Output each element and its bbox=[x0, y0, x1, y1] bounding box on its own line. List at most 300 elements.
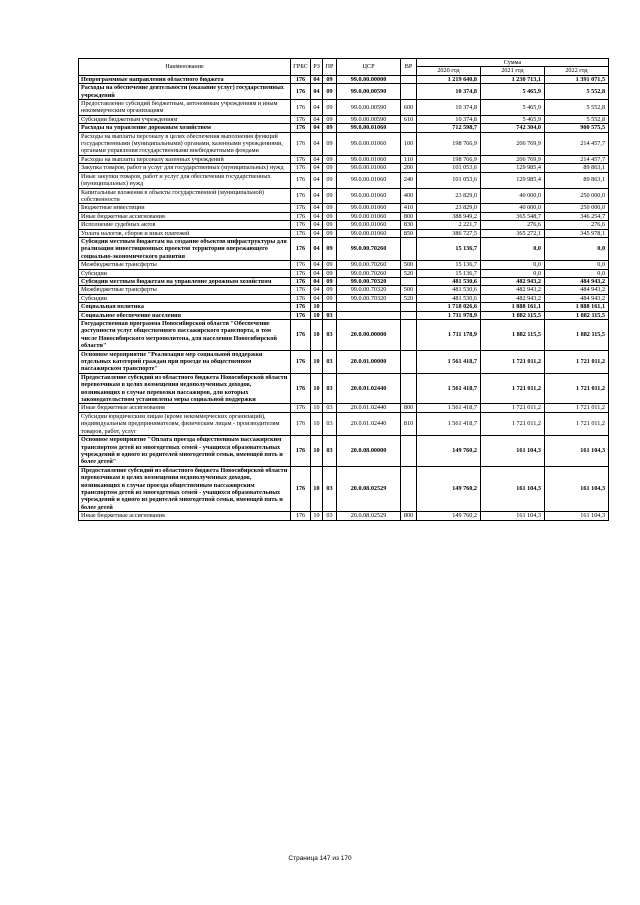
cell-pr: 09 bbox=[323, 294, 337, 302]
cell-pr: 09 bbox=[323, 277, 337, 285]
cell-pr: 09 bbox=[323, 132, 337, 155]
cell-pr: 09 bbox=[323, 115, 337, 123]
cell-grbs: 176 bbox=[291, 261, 311, 269]
cell-2022: 250 000,0 bbox=[545, 188, 609, 204]
cell-vr bbox=[401, 84, 417, 100]
cell-rz: 10 bbox=[311, 512, 323, 520]
cell-2020: 1 561 418,7 bbox=[417, 373, 481, 404]
header-rz: РЗ bbox=[311, 59, 323, 76]
cell-vr bbox=[401, 320, 417, 351]
cell-pr: 09 bbox=[323, 212, 337, 220]
cell-name: Иные бюджетные ассигнования bbox=[79, 404, 291, 412]
cell-pr bbox=[323, 303, 337, 311]
cell-vr: 500 bbox=[401, 286, 417, 294]
cell-2020: 149 760,2 bbox=[417, 466, 481, 511]
cell-grbs: 176 bbox=[291, 221, 311, 229]
cell-pr: 09 bbox=[323, 100, 337, 116]
cell-rz: 04 bbox=[311, 261, 323, 269]
cell-2020: 23 829,0 bbox=[417, 188, 481, 204]
cell-2020: 1 718 026,6 bbox=[417, 303, 481, 311]
cell-grbs: 176 bbox=[291, 311, 311, 319]
cell-rz: 04 bbox=[311, 164, 323, 172]
cell-vr: 240 bbox=[401, 172, 417, 188]
cell-vr bbox=[401, 373, 417, 404]
cell-2021: 1 721 011,2 bbox=[481, 350, 545, 373]
cell-2020: 1 561 418,7 bbox=[417, 350, 481, 373]
cell-vr: 100 bbox=[401, 132, 417, 155]
cell-pr: 09 bbox=[323, 229, 337, 237]
page-footer: Страница 147 из 170 bbox=[288, 855, 352, 862]
header-vr: ВР bbox=[401, 59, 417, 76]
cell-csr: 99.0.00.01060 bbox=[337, 164, 401, 172]
cell-name: Субсидии местным бюджетам на создание объектов инфраструктуры для реализации инвестиционных проектов территории опережающего социально-экономического развития bbox=[79, 237, 291, 260]
cell-csr: 20.0.08.00000 bbox=[337, 436, 401, 467]
cell-pr: 03 bbox=[323, 412, 337, 435]
cell-name: Непрограммные направления областного бюджета bbox=[79, 75, 291, 83]
table-row bbox=[79, 188, 609, 204]
cell-grbs: 176 bbox=[291, 466, 311, 511]
cell-2020: 149 760,2 bbox=[417, 436, 481, 467]
cell-2020: 198 766,9 bbox=[417, 155, 481, 163]
cell-2021: 40 000,0 bbox=[481, 204, 545, 212]
cell-pr: 03 bbox=[323, 512, 337, 520]
cell-2021: 5 465,9 bbox=[481, 100, 545, 116]
cell-csr: 20.0.01.02440 bbox=[337, 373, 401, 404]
cell-2021: 365 272,1 bbox=[481, 229, 545, 237]
cell-pr: 03 bbox=[323, 436, 337, 467]
cell-vr: 800 bbox=[401, 212, 417, 220]
cell-csr: 20.0.08.02529 bbox=[337, 466, 401, 511]
cell-2021: 0,0 bbox=[481, 237, 545, 260]
cell-name: Субсидии bbox=[79, 269, 291, 277]
header-2021: 2021 год bbox=[481, 67, 545, 75]
cell-pr: 03 bbox=[323, 373, 337, 404]
cell-2022: 89 863,1 bbox=[545, 164, 609, 172]
cell-vr bbox=[401, 466, 417, 511]
cell-2021: 482 943,2 bbox=[481, 277, 545, 285]
table-row bbox=[79, 466, 609, 511]
cell-2020: 386 727,5 bbox=[417, 229, 481, 237]
cell-pr: 09 bbox=[323, 261, 337, 269]
table-row bbox=[79, 132, 609, 155]
cell-name: Предоставление субсидий из областного бюджета Новосибирской области перевозчикам в целях возмещения недополученных доходов, возникающих в случае перевозки пассажиров, для которых законодательством установлены меры социальной поддержки bbox=[79, 373, 291, 404]
cell-2021: 129 985,4 bbox=[481, 172, 545, 188]
cell-grbs: 176 bbox=[291, 212, 311, 220]
cell-name: Предоставление субсидий из областного бюджета Новосибирской области перевозчикам в целях возмещения недополученных доходов, возникающих в случае проезда общественным пассажирским транспортом детей из многодетных семей - учащихся образовательных учреждений и одного из родителей многодетной семьи, имеющей пять и более детей bbox=[79, 466, 291, 511]
cell-csr: 99.0.00.00000 bbox=[337, 75, 401, 83]
cell-csr: 99.0.00.70260 bbox=[337, 261, 401, 269]
cell-rz: 10 bbox=[311, 412, 323, 435]
cell-2022: 484 943,2 bbox=[545, 277, 609, 285]
cell-rz: 10 bbox=[311, 436, 323, 467]
cell-vr bbox=[401, 350, 417, 373]
cell-vr: 410 bbox=[401, 204, 417, 212]
cell-grbs: 176 bbox=[291, 286, 311, 294]
cell-name: Межбюджетные трансферты bbox=[79, 286, 291, 294]
cell-pr: 09 bbox=[323, 237, 337, 260]
cell-csr: 20.0.01.02440 bbox=[337, 412, 401, 435]
cell-2020: 15 136,7 bbox=[417, 261, 481, 269]
table-row bbox=[79, 124, 609, 132]
cell-2021: 0,0 bbox=[481, 261, 545, 269]
cell-csr: 99.0.00.01060 bbox=[337, 204, 401, 212]
table-row bbox=[79, 269, 609, 277]
cell-2020: 1 561 418,7 bbox=[417, 404, 481, 412]
cell-2020: 712 598,7 bbox=[417, 124, 481, 132]
cell-2020: 15 136,7 bbox=[417, 269, 481, 277]
cell-grbs: 176 bbox=[291, 188, 311, 204]
cell-rz: 04 bbox=[311, 132, 323, 155]
cell-grbs: 176 bbox=[291, 373, 311, 404]
cell-2022: 1 888 161,1 bbox=[545, 303, 609, 311]
cell-csr: 99.0.00.01060 bbox=[337, 132, 401, 155]
cell-rz: 04 bbox=[311, 115, 323, 123]
cell-2020: 101 053,6 bbox=[417, 164, 481, 172]
cell-2022: 0,0 bbox=[545, 269, 609, 277]
cell-name: Иные бюджетные ассигнования bbox=[79, 212, 291, 220]
cell-name: Исполнение судебных актов bbox=[79, 221, 291, 229]
table-row bbox=[79, 100, 609, 116]
cell-csr bbox=[337, 303, 401, 311]
table-row bbox=[79, 172, 609, 188]
cell-2020: 10 374,8 bbox=[417, 115, 481, 123]
cell-2022: 1 721 011,2 bbox=[545, 373, 609, 404]
cell-csr: 99.0.00.01060 bbox=[337, 172, 401, 188]
cell-rz: 04 bbox=[311, 124, 323, 132]
cell-grbs: 176 bbox=[291, 204, 311, 212]
cell-name: Государственная программа Новосибирской области "Обеспечение доступности услуг общественного пассажирского транспорта, в том числе Новосибирского метрополитена, для населения Новосибирской области" bbox=[79, 320, 291, 351]
table-row bbox=[79, 294, 609, 302]
table-row bbox=[79, 350, 609, 373]
cell-csr: 99.0.00.00590 bbox=[337, 115, 401, 123]
cell-2020: 198 766,9 bbox=[417, 132, 481, 155]
header-2020: 2020 год bbox=[417, 67, 481, 75]
cell-2022: 1 882 115,5 bbox=[545, 320, 609, 351]
cell-name: Предоставление субсидий бюджетным, автономным учреждениям и иным некоммерческим организациям bbox=[79, 100, 291, 116]
cell-vr bbox=[401, 124, 417, 132]
table-row bbox=[79, 75, 609, 83]
cell-vr: 520 bbox=[401, 269, 417, 277]
cell-csr: 99.0.00.01060 bbox=[337, 188, 401, 204]
cell-pr: 09 bbox=[323, 188, 337, 204]
cell-name: Капитальные вложения в объекты государственной (муниципальной) собственности bbox=[79, 188, 291, 204]
header-sum: Сумма bbox=[417, 59, 609, 67]
cell-name: Расходы на управление дорожным хозяйством bbox=[79, 124, 291, 132]
cell-2021: 276,6 bbox=[481, 221, 545, 229]
cell-rz: 04 bbox=[311, 84, 323, 100]
cell-grbs: 176 bbox=[291, 512, 311, 520]
cell-rz: 04 bbox=[311, 75, 323, 83]
cell-rz: 10 bbox=[311, 311, 323, 319]
table-row bbox=[79, 512, 609, 520]
cell-2020: 15 136,7 bbox=[417, 237, 481, 260]
cell-grbs: 176 bbox=[291, 84, 311, 100]
cell-rz: 04 bbox=[311, 286, 323, 294]
cell-grbs: 176 bbox=[291, 115, 311, 123]
cell-pr: 09 bbox=[323, 286, 337, 294]
cell-vr: 200 bbox=[401, 164, 417, 172]
cell-grbs: 176 bbox=[291, 132, 311, 155]
cell-rz: 10 bbox=[311, 303, 323, 311]
cell-grbs: 176 bbox=[291, 124, 311, 132]
cell-csr: 99.0.00.70320 bbox=[337, 286, 401, 294]
cell-rz: 04 bbox=[311, 212, 323, 220]
cell-2022: 161 104,3 bbox=[545, 512, 609, 520]
cell-name: Бюджетные инвестиции bbox=[79, 204, 291, 212]
cell-rz: 10 bbox=[311, 350, 323, 373]
cell-grbs: 176 bbox=[291, 164, 311, 172]
cell-vr: 850 bbox=[401, 229, 417, 237]
cell-vr: 110 bbox=[401, 155, 417, 163]
cell-2022: 1 391 071,5 bbox=[545, 75, 609, 83]
cell-pr: 03 bbox=[323, 404, 337, 412]
cell-grbs: 176 bbox=[291, 172, 311, 188]
cell-2022: 5 552,8 bbox=[545, 84, 609, 100]
cell-vr bbox=[401, 277, 417, 285]
cell-vr bbox=[401, 311, 417, 319]
cell-2022: 1 721 011,2 bbox=[545, 412, 609, 435]
cell-rz: 04 bbox=[311, 237, 323, 260]
cell-2020: 1 219 640,8 bbox=[417, 75, 481, 83]
cell-2022: 276,6 bbox=[545, 221, 609, 229]
cell-2022: 5 552,8 bbox=[545, 100, 609, 116]
cell-2020: 101 053,6 bbox=[417, 172, 481, 188]
cell-rz: 04 bbox=[311, 294, 323, 302]
cell-vr: 500 bbox=[401, 261, 417, 269]
cell-2020: 388 949,2 bbox=[417, 212, 481, 220]
cell-csr: 20.0.01.00000 bbox=[337, 350, 401, 373]
cell-pr: 03 bbox=[323, 311, 337, 319]
cell-2020: 2 221,7 bbox=[417, 221, 481, 229]
cell-2022: 346 254,7 bbox=[545, 212, 609, 220]
cell-2021: 365 548,7 bbox=[481, 212, 545, 220]
cell-pr: 09 bbox=[323, 164, 337, 172]
cell-2020: 1 711 178,9 bbox=[417, 320, 481, 351]
cell-name: Уплата налогов, сборов и иных платежей bbox=[79, 229, 291, 237]
cell-vr: 810 bbox=[401, 412, 417, 435]
cell-2021: 161 104,3 bbox=[481, 436, 545, 467]
budget-table bbox=[78, 58, 609, 521]
cell-2020: 1 561 418,7 bbox=[417, 412, 481, 435]
cell-2020: 10 374,8 bbox=[417, 100, 481, 116]
cell-rz: 04 bbox=[311, 221, 323, 229]
cell-2021: 482 943,2 bbox=[481, 286, 545, 294]
cell-2021: 206 769,9 bbox=[481, 132, 545, 155]
cell-vr: 400 bbox=[401, 188, 417, 204]
table-row bbox=[79, 311, 609, 319]
cell-csr: 99.0.00.01060 bbox=[337, 229, 401, 237]
cell-2022: 345 978,1 bbox=[545, 229, 609, 237]
cell-2021: 1 721 011,2 bbox=[481, 373, 545, 404]
table-row bbox=[79, 221, 609, 229]
cell-rz: 10 bbox=[311, 466, 323, 511]
cell-2020: 481 530,6 bbox=[417, 286, 481, 294]
cell-csr: 99.0.00.01060 bbox=[337, 155, 401, 163]
cell-2022: 89 863,1 bbox=[545, 172, 609, 188]
table-row bbox=[79, 155, 609, 163]
table-row bbox=[79, 229, 609, 237]
table-row bbox=[79, 84, 609, 100]
cell-2022: 484 943,2 bbox=[545, 294, 609, 302]
cell-csr: 99.0.00.70260 bbox=[337, 237, 401, 260]
cell-pr: 09 bbox=[323, 75, 337, 83]
table-row bbox=[79, 303, 609, 311]
cell-name: Субсидии юридическим лицам (кроме некоммерческих организаций), индивидуальным предпринимателям, физическим лицам - производителям товаров, работ, услуг bbox=[79, 412, 291, 435]
table-row bbox=[79, 320, 609, 351]
cell-2022: 1 721 011,2 bbox=[545, 350, 609, 373]
cell-grbs: 176 bbox=[291, 303, 311, 311]
cell-grbs: 176 bbox=[291, 277, 311, 285]
cell-2021: 1 721 011,2 bbox=[481, 404, 545, 412]
cell-2021: 742 304,0 bbox=[481, 124, 545, 132]
cell-vr: 600 bbox=[401, 100, 417, 116]
cell-rz: 04 bbox=[311, 155, 323, 163]
cell-2020: 481 530,6 bbox=[417, 277, 481, 285]
cell-grbs: 176 bbox=[291, 269, 311, 277]
cell-vr bbox=[401, 237, 417, 260]
cell-2021: 1 888 161,1 bbox=[481, 303, 545, 311]
cell-name: Социальное обеспечение населения bbox=[79, 311, 291, 319]
cell-grbs: 176 bbox=[291, 350, 311, 373]
cell-name: Субсидии бюджетным учреждениям bbox=[79, 115, 291, 123]
cell-vr bbox=[401, 436, 417, 467]
cell-2020: 481 530,6 bbox=[417, 294, 481, 302]
cell-2021: 161 104,3 bbox=[481, 512, 545, 520]
cell-2022: 1 882 115,5 bbox=[545, 311, 609, 319]
cell-2021: 129 985,4 bbox=[481, 164, 545, 172]
cell-csr: 99.0.00.01060 bbox=[337, 124, 401, 132]
cell-2021: 5 465,9 bbox=[481, 115, 545, 123]
cell-csr: 20.0.00.00000 bbox=[337, 320, 401, 351]
cell-rz: 04 bbox=[311, 277, 323, 285]
cell-name: Субсидии местным бюджетам на управление дорожным хозяйством bbox=[79, 277, 291, 285]
cell-grbs: 176 bbox=[291, 229, 311, 237]
cell-name: Расходы на выплаты персоналу казенных учреждений bbox=[79, 155, 291, 163]
cell-2022: 250 000,0 bbox=[545, 204, 609, 212]
cell-csr bbox=[337, 311, 401, 319]
cell-2021: 1 882 115,5 bbox=[481, 311, 545, 319]
cell-rz: 04 bbox=[311, 172, 323, 188]
header-name: Наименование bbox=[79, 59, 291, 76]
cell-2021: 1 882 115,5 bbox=[481, 320, 545, 351]
cell-pr: 09 bbox=[323, 269, 337, 277]
cell-pr: 09 bbox=[323, 204, 337, 212]
cell-2021: 206 769,9 bbox=[481, 155, 545, 163]
cell-csr: 20.0.08.02529 bbox=[337, 512, 401, 520]
table-row bbox=[79, 164, 609, 172]
cell-2022: 214 457,7 bbox=[545, 132, 609, 155]
cell-csr: 99.0.00.70320 bbox=[337, 277, 401, 285]
cell-2022: 161 104,3 bbox=[545, 436, 609, 467]
table-body bbox=[79, 75, 609, 520]
table-row bbox=[79, 237, 609, 260]
cell-pr: 09 bbox=[323, 155, 337, 163]
table-row bbox=[79, 204, 609, 212]
table-row bbox=[79, 115, 609, 123]
cell-csr: 99.0.00.01060 bbox=[337, 221, 401, 229]
cell-name: Расходы на обеспечение деятельности (оказание услуг) государственных учреждений bbox=[79, 84, 291, 100]
table-row bbox=[79, 436, 609, 467]
cell-2022: 1 721 011,2 bbox=[545, 404, 609, 412]
cell-2021: 1 721 011,2 bbox=[481, 412, 545, 435]
cell-pr: 09 bbox=[323, 84, 337, 100]
table-row bbox=[79, 373, 609, 404]
cell-csr: 99.0.00.70260 bbox=[337, 269, 401, 277]
cell-pr: 03 bbox=[323, 320, 337, 351]
cell-2022: 0,0 bbox=[545, 237, 609, 260]
cell-pr: 03 bbox=[323, 466, 337, 511]
table-row bbox=[79, 286, 609, 294]
header-csr: ЦСР bbox=[337, 59, 401, 76]
cell-rz: 04 bbox=[311, 100, 323, 116]
table-row bbox=[79, 261, 609, 269]
cell-csr: 99.0.00.00590 bbox=[337, 84, 401, 100]
cell-grbs: 176 bbox=[291, 294, 311, 302]
cell-name: Социальная политика bbox=[79, 303, 291, 311]
cell-name: Иные бюджетные ассигнования bbox=[79, 512, 291, 520]
cell-name: Основное мероприятие "Реализация мер социальной поддержки отдельных категорий граждан при проезде на общественном пассажирском транспорте" bbox=[79, 350, 291, 373]
cell-grbs: 176 bbox=[291, 155, 311, 163]
table-row bbox=[79, 277, 609, 285]
cell-csr: 99.0.00.70320 bbox=[337, 294, 401, 302]
cell-grbs: 176 bbox=[291, 237, 311, 260]
cell-grbs: 176 bbox=[291, 320, 311, 351]
cell-2022: 5 552,8 bbox=[545, 115, 609, 123]
cell-pr: 09 bbox=[323, 172, 337, 188]
cell-grbs: 176 bbox=[291, 100, 311, 116]
cell-pr: 09 bbox=[323, 221, 337, 229]
cell-2022: 161 104,3 bbox=[545, 466, 609, 511]
cell-vr: 830 bbox=[401, 221, 417, 229]
cell-name: Субсидии bbox=[79, 294, 291, 302]
cell-pr: 09 bbox=[323, 124, 337, 132]
cell-2021: 482 943,2 bbox=[481, 294, 545, 302]
cell-grbs: 176 bbox=[291, 404, 311, 412]
cell-csr: 20.0.01.02440 bbox=[337, 404, 401, 412]
table-row bbox=[79, 404, 609, 412]
header-2022: 2022 год bbox=[545, 67, 609, 75]
cell-2020: 23 829,0 bbox=[417, 204, 481, 212]
table-row bbox=[79, 412, 609, 435]
cell-vr bbox=[401, 75, 417, 83]
cell-name: Закупка товаров, работ и услуг для государственных (муниципальных) нужд bbox=[79, 164, 291, 172]
cell-pr: 03 bbox=[323, 350, 337, 373]
cell-vr: 800 bbox=[401, 512, 417, 520]
cell-2021: 0,0 bbox=[481, 269, 545, 277]
cell-csr: 99.0.00.01060 bbox=[337, 212, 401, 220]
cell-rz: 10 bbox=[311, 320, 323, 351]
cell-2022: 0,0 bbox=[545, 261, 609, 269]
cell-2022: 900 575,5 bbox=[545, 124, 609, 132]
cell-rz: 04 bbox=[311, 269, 323, 277]
cell-vr: 520 bbox=[401, 294, 417, 302]
cell-grbs: 176 bbox=[291, 436, 311, 467]
cell-2021: 161 104,3 bbox=[481, 466, 545, 511]
table-row bbox=[79, 212, 609, 220]
cell-name: Иные закупки товаров, работ и услуг для обеспечения государственных (муниципальных) нужд bbox=[79, 172, 291, 188]
cell-grbs: 176 bbox=[291, 75, 311, 83]
cell-rz: 04 bbox=[311, 188, 323, 204]
cell-csr: 99.0.00.00590 bbox=[337, 100, 401, 116]
cell-2020: 1 711 978,9 bbox=[417, 311, 481, 319]
cell-rz: 04 bbox=[311, 204, 323, 212]
cell-2021: 1 230 713,1 bbox=[481, 75, 545, 83]
cell-vr: 610 bbox=[401, 115, 417, 123]
cell-2022: 214 457,7 bbox=[545, 155, 609, 163]
cell-2020: 10 374,8 bbox=[417, 84, 481, 100]
cell-rz: 10 bbox=[311, 373, 323, 404]
cell-grbs: 176 bbox=[291, 412, 311, 435]
